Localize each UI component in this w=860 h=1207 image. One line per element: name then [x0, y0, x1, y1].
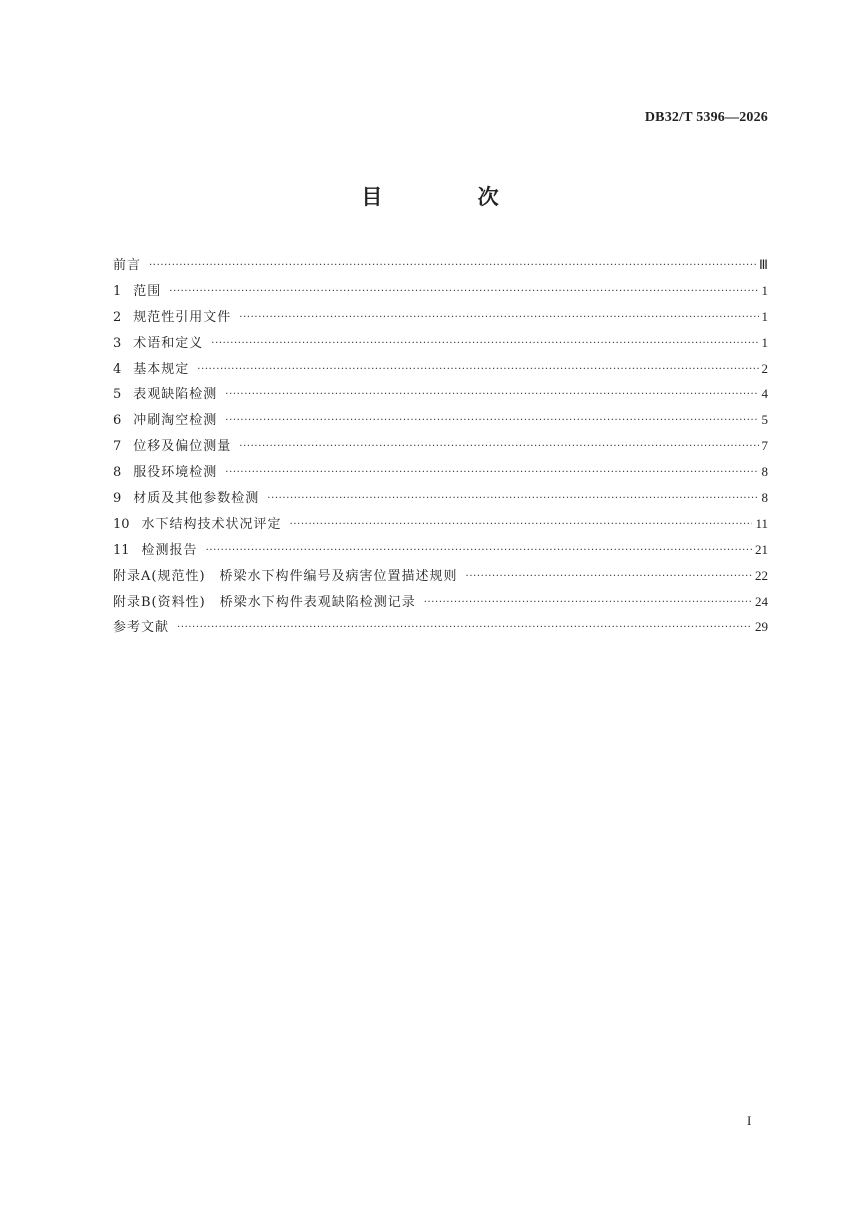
toc-entry-5[interactable]: [113, 381, 768, 407]
toc-entry-number: 4: [113, 361, 122, 377]
toc-entry-foreword[interactable]: [113, 252, 768, 278]
toc-entry-9[interactable]: [113, 485, 768, 511]
dot-leader: [206, 538, 752, 564]
toc-entry-text: 前言: [113, 258, 142, 273]
toc-entry-text: 参考文献: [113, 620, 170, 636]
toc-entry-text: 冲刷淘空检测: [133, 413, 218, 429]
toc-entry-page: 8: [761, 464, 768, 480]
toc-entry-number: 2: [113, 309, 122, 325]
page-title: 目 次: [361, 184, 543, 209]
toc-entry-number: 7: [113, 439, 122, 455]
toc-entry-page: 21: [755, 541, 768, 557]
toc-entry-text: 材质及其他参数检测: [133, 491, 260, 507]
toc-entry-number: 1: [113, 283, 122, 299]
page-number: I: [747, 1113, 752, 1128]
dot-leader: [466, 564, 752, 590]
dot-leader: [424, 590, 752, 616]
toc-entry-8[interactable]: [113, 459, 768, 485]
toc-entry-number: 8: [113, 465, 122, 481]
toc-entry-text: 附录A(规范性) 桥梁水下构件编号及病害位置描述规则: [113, 568, 458, 584]
toc-entry-1[interactable]: [113, 278, 768, 304]
dot-leader: [169, 279, 758, 305]
table-of-contents: [113, 252, 768, 640]
dot-leader: [225, 408, 758, 434]
toc-entry-references[interactable]: [113, 614, 768, 640]
toc-entry-text: 范围: [133, 283, 162, 299]
toc-entry-number: 6: [113, 413, 122, 429]
toc-entry-number: 9: [113, 491, 122, 507]
toc-entry-page: 8: [761, 490, 768, 506]
toc-entry-number: 3: [113, 335, 122, 351]
toc-entry-page: 11: [755, 515, 768, 531]
toc-entry-2[interactable]: [113, 304, 768, 330]
dot-leader: [239, 305, 758, 331]
toc-entry-11[interactable]: [113, 537, 768, 563]
toc-entry-4[interactable]: [113, 356, 768, 382]
toc-entry-text: 附录B(资料性) 桥梁水下构件表观缺陷检测记录: [113, 594, 416, 610]
toc-entry-page: Ⅲ: [759, 257, 768, 272]
toc-entry-text: 服役环境检测: [133, 465, 218, 481]
toc-entry-number: 11: [113, 542, 130, 558]
toc-entry-text: 基本规定: [133, 361, 190, 377]
toc-entry-page: 5: [761, 412, 768, 428]
toc-entry-3[interactable]: [113, 330, 768, 356]
dot-leader: [225, 460, 758, 486]
toc-entry-page: 24: [755, 593, 768, 609]
toc-entry-text: 水下结构技术状况评定: [141, 516, 282, 532]
toc-entry-text: 术语和定义: [133, 335, 204, 351]
dot-leader: [211, 331, 758, 357]
toc-entry-text: 表观缺陷检测: [133, 387, 218, 403]
toc-entry-appendix-a[interactable]: [113, 563, 768, 589]
toc-entry-page: 4: [761, 386, 768, 402]
dot-leader: [267, 486, 758, 512]
toc-entry-text: 检测报告: [141, 542, 198, 558]
document-code: DB32/T 5396—2026: [644, 110, 768, 125]
toc-entry-6[interactable]: [113, 407, 768, 433]
toc-entry-text: 位移及偏位测量: [133, 439, 232, 455]
dot-leader: [197, 357, 758, 383]
toc-entry-number: 10: [113, 516, 130, 532]
toc-entry-10[interactable]: [113, 511, 768, 537]
toc-entry-appendix-b[interactable]: [113, 589, 768, 615]
toc-entry-page: 22: [755, 567, 768, 583]
toc-entry-page: 1: [761, 308, 768, 324]
dot-leader: [177, 615, 752, 641]
toc-entry-text: 规范性引用文件: [133, 309, 232, 325]
toc-entry-number: 5: [113, 387, 122, 403]
toc-entry-page: 29: [755, 619, 768, 635]
toc-entry-7[interactable]: [113, 433, 768, 459]
toc-entry-page: 1: [761, 334, 768, 350]
toc-entry-page: 1: [761, 282, 768, 298]
dot-leader: [149, 253, 756, 279]
toc-entry-page: 2: [761, 360, 768, 376]
dot-leader: [239, 434, 758, 460]
dot-leader: [290, 512, 753, 538]
toc-entry-page: 7: [761, 438, 768, 454]
dot-leader: [225, 382, 758, 408]
